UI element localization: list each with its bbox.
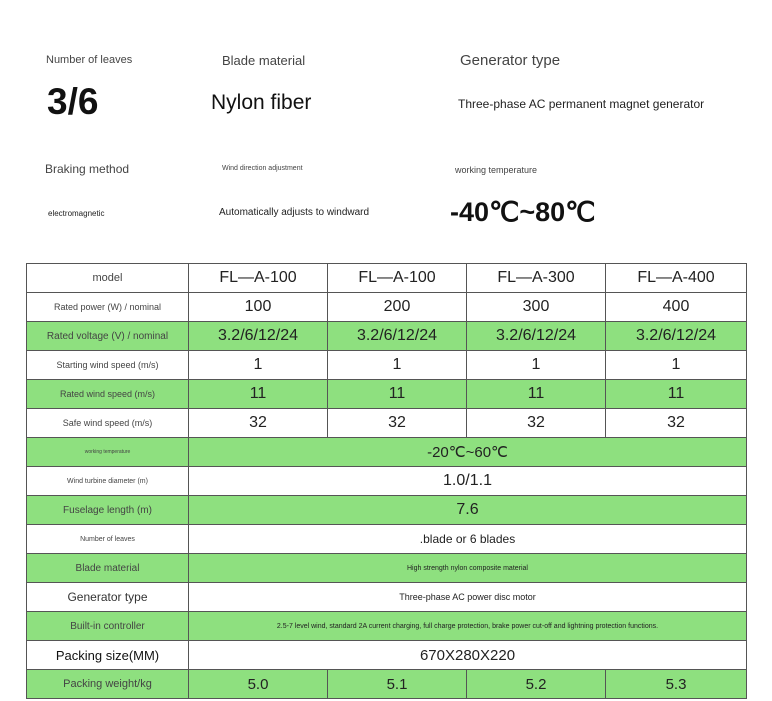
- leaves-label: Number of leaves: [46, 54, 133, 66]
- row-fuselage-length: [27, 496, 747, 525]
- row-built-in-controller: [27, 612, 747, 641]
- row-number-of-leaves: [27, 525, 747, 554]
- starting-wind-speed-label: Starting wind speed (m/s): [27, 351, 189, 380]
- braking-method-value: electromagnetic: [48, 209, 105, 218]
- rated-voltage-cell: 3.2/6/12/24: [606, 322, 747, 351]
- rated-wind-speed-cell: 11: [328, 380, 467, 409]
- safe-wind-speed-cell: 32: [328, 409, 467, 438]
- row-working-temperature: [27, 438, 747, 467]
- rated-power-label: Rated power (W) / nominal: [27, 293, 189, 322]
- packing-weight-cell: 5.0: [189, 670, 328, 699]
- row-safe-wind-speed: [27, 409, 747, 438]
- rated-voltage-cell: 3.2/6/12/24: [328, 322, 467, 351]
- leaves-value: 3/6: [47, 81, 99, 122]
- wind-direction-label: Wind direction adjustment: [222, 165, 303, 172]
- rated-wind-speed-cell: 11: [467, 380, 606, 409]
- rated-power-cell: 300: [467, 293, 606, 322]
- row-rated-power: [27, 293, 747, 322]
- rated-power-cell: 400: [606, 293, 747, 322]
- packing-size-cell: 670X280X220: [189, 641, 747, 670]
- diameter-label: Wind turbine diameter (m): [27, 467, 189, 496]
- working-temperature-row-label: working temperature: [27, 438, 189, 467]
- spec-table: [26, 263, 747, 699]
- starting-wind-speed-cell: 1: [328, 351, 467, 380]
- row-rated-wind-speed: [27, 380, 747, 409]
- packing-weight-cell: 5.3: [606, 670, 747, 699]
- packing-weight-label: Packing weight/kg: [27, 670, 189, 699]
- braking-method-label: Braking method: [45, 162, 130, 176]
- rated-wind-speed-label: Rated wind speed (m/s): [27, 380, 189, 409]
- safe-wind-speed-label: Safe wind speed (m/s): [27, 409, 189, 438]
- row-rated-voltage: [27, 322, 747, 351]
- model-cell: FL—A-300: [467, 264, 606, 293]
- built-in-controller-cell: 2.5-7 level wind, standard 2A current charging, full charge protection, brake power cut-off and lightning protection functions.: [189, 612, 747, 641]
- starting-wind-speed-cell: 1: [606, 351, 747, 380]
- blade-material-row-label: Blade material: [27, 554, 189, 583]
- row-diameter: [27, 467, 747, 496]
- packing-weight-cell: 5.2: [467, 670, 606, 699]
- wind-direction-value: Automatically adjusts to windward: [219, 207, 370, 218]
- built-in-controller-label: Built-in controller: [27, 612, 189, 641]
- starting-wind-speed-cell: 1: [467, 351, 606, 380]
- safe-wind-speed-cell: 32: [606, 409, 747, 438]
- generator-type-value: Three-phase AC permanent magnet generator: [458, 97, 705, 111]
- fuselage-length-cell: 7.6: [189, 496, 747, 525]
- model-cell: FL—A-100: [189, 264, 328, 293]
- model-cell: FL—A-400: [606, 264, 747, 293]
- safe-wind-speed-cell: 32: [189, 409, 328, 438]
- model-cell: FL—A-100: [328, 264, 467, 293]
- packing-size-label: Packing size(MM): [27, 641, 189, 670]
- rated-power-cell: 200: [328, 293, 467, 322]
- rated-wind-speed-cell: 11: [189, 380, 328, 409]
- row-packing-weight: [27, 670, 747, 699]
- rated-voltage-cell: 3.2/6/12/24: [189, 322, 328, 351]
- safe-wind-speed-cell: 32: [467, 409, 606, 438]
- model-label: model: [27, 264, 189, 293]
- rated-voltage-label: Rated voltage (V) / nominal: [27, 322, 189, 351]
- number-of-leaves-label: Number of leaves: [27, 525, 189, 554]
- blade-material-value: Nylon fiber: [211, 91, 312, 114]
- number-of-leaves-cell: .blade or 6 blades: [189, 525, 747, 554]
- working-temperature-cell: -20℃~60℃: [189, 438, 747, 467]
- rated-power-cell: 100: [189, 293, 328, 322]
- generator-type-label: Generator type: [460, 52, 561, 69]
- working-temperature-label: working temperature: [455, 165, 538, 175]
- diameter-cell: 1.0/1.1: [189, 467, 747, 496]
- rated-wind-speed-cell: 11: [606, 380, 747, 409]
- row-packing-size: [27, 641, 747, 670]
- fuselage-length-label: Fuselage length (m): [27, 496, 189, 525]
- packing-weight-cell: 5.1: [328, 670, 467, 699]
- row-starting-wind-speed: [27, 351, 747, 380]
- row-blade-material: [27, 554, 747, 583]
- starting-wind-speed-cell: 1: [189, 351, 328, 380]
- blade-material-label: Blade material: [222, 53, 306, 68]
- generator-type-cell: Three-phase AC power disc motor: [189, 583, 747, 612]
- row-model: [27, 264, 747, 293]
- blade-material-cell: High strength nylon composite material: [189, 554, 747, 583]
- rated-voltage-cell: 3.2/6/12/24: [467, 322, 606, 351]
- generator-type-row-label: Generator type: [27, 583, 189, 612]
- row-generator-type: [27, 583, 747, 612]
- working-temperature-value: -40℃~80℃: [450, 197, 596, 227]
